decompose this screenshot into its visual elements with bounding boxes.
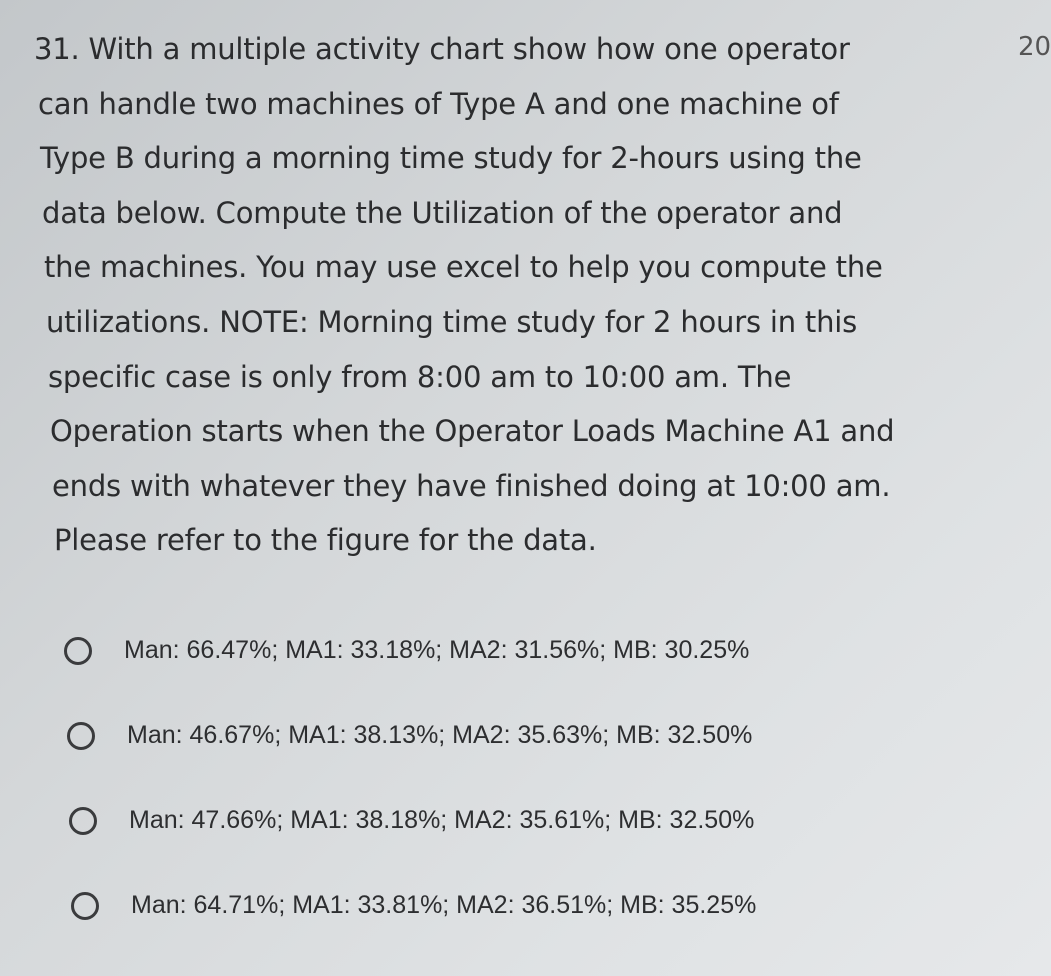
option-2[interactable] [64, 693, 756, 778]
option-label[interactable]: Man: 47.66%; MA1: 38.18%; MA2: 35.61%; MB: 32.50% [129, 806, 755, 834]
question-points: 20 [1018, 32, 1051, 62]
option-3[interactable] [64, 778, 756, 863]
answer-options [64, 608, 756, 948]
question-line: Please refer to the figure for the data. [54, 523, 597, 558]
question-line: specific case is only from 8:00 am to 10:00 am. The [48, 359, 792, 394]
option-label[interactable]: Man: 46.67%; MA1: 38.13%; MA2: 35.63%; MB: 32.50% [127, 721, 753, 749]
question-line: can handle two machines of Type A and one machine of [38, 86, 839, 121]
question-line: ends with whatever they have finished doing at 10:00 am. [52, 468, 891, 503]
radio-button-icon[interactable] [64, 637, 92, 665]
option-label[interactable]: Man: 66.47%; MA1: 33.18%; MA2: 31.56%; MB: 30.25% [124, 636, 750, 664]
option-4[interactable] [64, 863, 756, 948]
radio-button-icon[interactable] [71, 892, 99, 920]
question-line: 31. With a multiple activity chart show how one operator [34, 32, 850, 66]
question-line: Operation starts when the Operator Loads Machine A1 and [50, 414, 895, 449]
radio-button-icon[interactable] [67, 722, 95, 750]
question-line: utilizations. NOTE: Morning time study for 2 hours in this [46, 304, 858, 339]
radio-button-icon[interactable] [69, 807, 97, 835]
question-text [34, 22, 994, 568]
option-1[interactable] [64, 608, 756, 693]
question-line: data below. Compute the Utilization of the operator and [42, 195, 843, 230]
question-line: Type B during a morning time study for 2-hours using the [40, 141, 862, 176]
option-label[interactable]: Man: 64.71%; MA1: 33.81%; MA2: 36.51%; MB: 35.25% [131, 891, 757, 919]
question-line: the machines. You may use excel to help you compute the [44, 250, 883, 285]
